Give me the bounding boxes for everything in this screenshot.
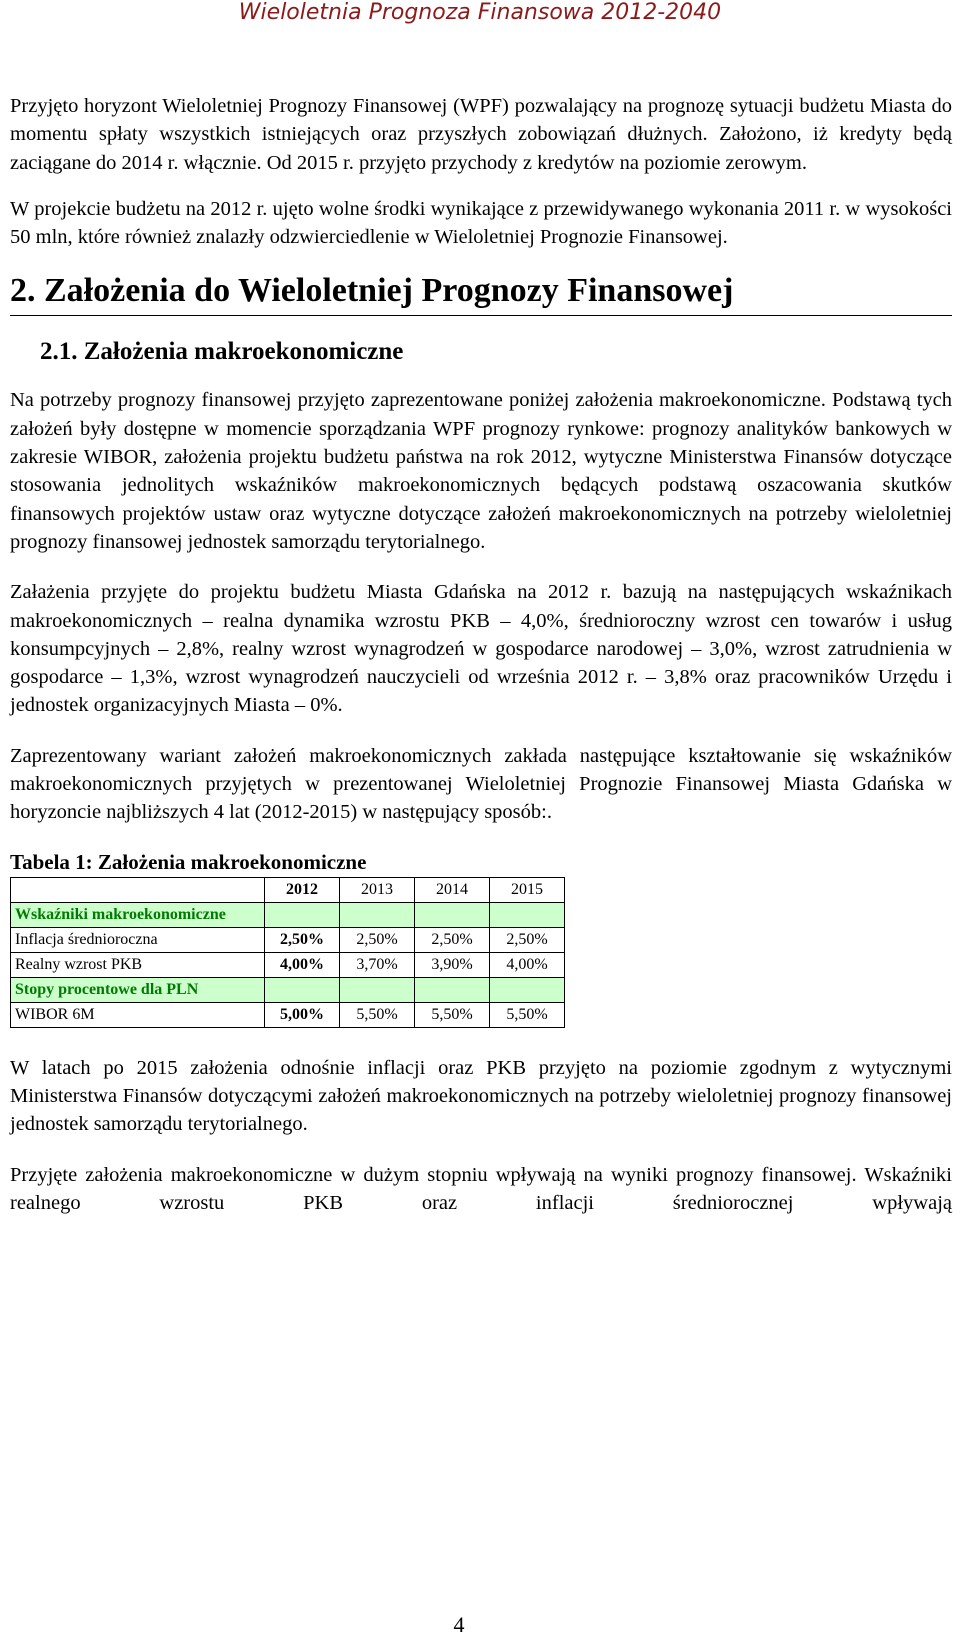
- table-row-label: WIBOR 6M: [11, 1002, 265, 1027]
- table-cell: 4,00%: [490, 952, 565, 977]
- table-cell: 5,50%: [490, 1002, 565, 1027]
- paragraph-variant: Zaprezentowany wariant założeń makroekonomicznych zakłada następujące kształtowanie się wskaźników makroekonomicznych przyjętych w prezentowanej Wieloletniej Prognozie Finansowej Miasta Gdańska w horyzoncie najbliższych 4 lat (2012-2015) w następujący sposób:.: [10, 744, 952, 824]
- paragraph-wpf-horizon: Przyjęto horyzont Wieloletniej Prognozy Finansowej (WPF) pozwalający na prognozę sytuacji budżetu Miasta do momentu spłaty wszystkich istniejących oraz przyszłych zobowiązań dłużnych. Założono, iż kredyty będą zaciągane do 2014 r. włącznie. Od 2015 r. przyjęto przychody z kredytów na poziomie zerowym.: [10, 95, 952, 174]
- table-row: [11, 1002, 565, 1027]
- table-cell: [415, 977, 490, 1002]
- table-cell: 3,90%: [415, 952, 490, 977]
- table-header-year: 2012: [265, 877, 340, 902]
- table-row-label: Realny wzrost PKB: [11, 952, 265, 977]
- table-cell: 2,50%: [490, 927, 565, 952]
- paragraph-budget-indicators: Załażenia przyjęte do projektu budżetu Miasta Gdańska na 2012 r. bazują na następujących wskaźnikach makroekonomicznych – realna dynamika wzrostu PKB – 4,0%, średnioroczny wzrost cen towarów i usług konsumpcyjnych – 2,8%, realny wzrost wynagrodzeń w gospodarce narodowej – 3,0%, wzrost zatrudnienia w gospodarce – 1,3%, wzrost wynagrodzeń nauczycieli od września 2012 r. – 3,8% oraz pracowników Urzędu i jednostek organizacyjnych Miasta – 0%.: [10, 581, 952, 717]
- table-header-year: 2015: [490, 877, 565, 902]
- paragraph-assumptions-intro: Na potrzeby prognozy finansowej przyjęto zaprezentowane poniżej założenia makroekonomiczne. Podstawą tych założeń były dostępne w momencie sporządzania WPF prognozy rynkowe: prognozy analityków bankowych w zakresie WIBOR, założenia projektu budżetu państwa na rok 2012, wytyczne Ministerstwa Finansów dotyczące stosowania jednolitych wskaźników makroekonomicznych będących podstawą oszacowania skutków finansowych projektów ustaw oraz wytyczne dotyczące założeń makroekonomicznych na potrzeby wieloletniej prognozy finansowej jednostek samorządu terytorialnego.: [10, 389, 952, 553]
- table-cell: 2,50%: [415, 927, 490, 952]
- table-cell: [490, 902, 565, 927]
- table-section-row: [11, 977, 565, 1002]
- table-cell: 5,00%: [265, 1002, 340, 1027]
- table-cell: 5,50%: [415, 1002, 490, 1027]
- table-header-year: 2014: [415, 877, 490, 902]
- running-header-title: Wieloletnia Prognoza Finansowa 2012-2040: [238, 0, 722, 25]
- table-header-empty-cell: [11, 877, 265, 902]
- table-caption: Tabela 1: Założenia makroekonomiczne: [10, 849, 367, 874]
- table-header-row: [11, 877, 565, 902]
- table-row: [11, 952, 565, 977]
- subsection-heading: 2.1. Założenia makroekonomiczne: [40, 338, 404, 366]
- table-cell: [490, 977, 565, 1002]
- table-cell: 5,50%: [340, 1002, 415, 1027]
- document-body: [10, 92, 952, 1217]
- table-row-label: Stopy procentowe dla PLN: [11, 977, 265, 1002]
- table-row: [11, 927, 565, 952]
- table-cell: [340, 977, 415, 1002]
- table-cell: [265, 977, 340, 1002]
- table-header-year: 2013: [340, 877, 415, 902]
- table-cell: 3,70%: [340, 952, 415, 977]
- table-cell: [340, 902, 415, 927]
- table-section-row: [11, 902, 565, 927]
- table-cell: 2,50%: [340, 927, 415, 952]
- table-row-label: Wskaźniki makroekonomiczne: [11, 902, 265, 927]
- paragraph-free-funds: W projekcie budżetu na 2012 r. ujęto wolne środki wynikające z przewidywanego wykonania 2011 r. w wysokości 50 mln, które również znalazły odzwierciedlenie w Wieloletniej Prognozie Finansowej.: [10, 197, 952, 249]
- paragraph-impact: Przyjęte założenia makroekonomiczne w dużym stopniu wpływają na wyniki prognozy finansowej. Wskaźniki realnego wzrostu PKB oraz inflacji średniorocznej wpływają: [10, 1163, 952, 1214]
- table-cell: [415, 902, 490, 927]
- table-row-label: Inflacja średnioroczna: [11, 927, 265, 952]
- table-cell: 4,00%: [265, 952, 340, 977]
- section-heading: 2. Założenia do Wieloletniej Prognozy Finansowej: [10, 269, 952, 316]
- paragraph-after-2015: W latach po 2015 założenia odnośnie inflacji oraz PKB przyjęto na poziomie zgodnym z wytycznymi Ministerstwa Finansów dotyczącymi założeń makroekonomicznych na potrzeby wieloletniej prognozy finansowej jednostek samorządu terytorialnego.: [10, 1056, 952, 1136]
- page-number: 4: [453, 1612, 465, 1637]
- table-cell: [265, 902, 340, 927]
- table-cell: 2,50%: [265, 927, 340, 952]
- macro-assumptions-table: [10, 877, 565, 1028]
